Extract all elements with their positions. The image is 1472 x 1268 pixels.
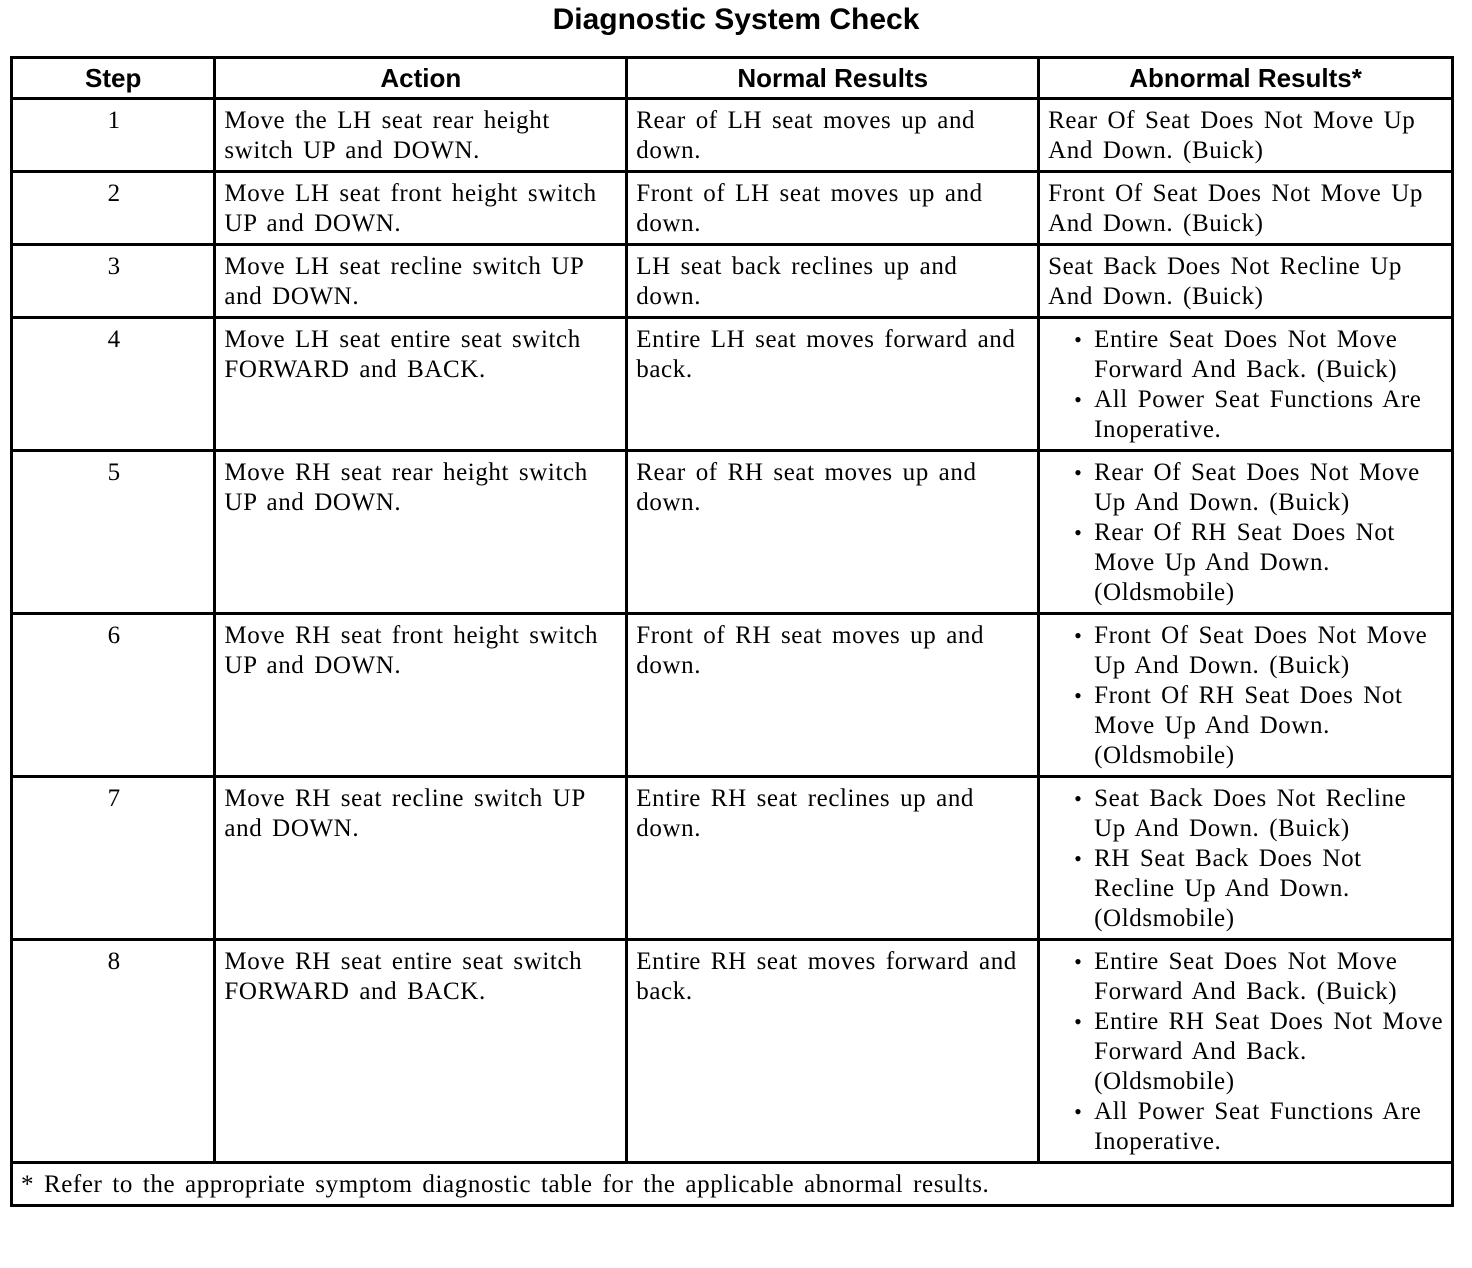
abnormal-result-cell	[1039, 451, 1453, 614]
abnormal-result-item: • RH Seat Back Does Not Recline Up And Down. (Oldsmobile)	[1094, 844, 1445, 934]
abnormal-result-item: • Entire RH Seat Does Not Move Forward And Back. (Oldsmobile)	[1094, 1007, 1445, 1097]
page-title: Diagnostic System Check	[552, 3, 920, 36]
abnormal-result-list	[1048, 621, 1445, 771]
step-number: 8	[12, 940, 215, 1163]
normal-result-cell: Entire LH seat moves forward and back.	[627, 318, 1039, 451]
header-abnormal-results: Abnormal Results*	[1039, 58, 1453, 99]
table-row	[12, 940, 1453, 1163]
abnormal-result-cell	[1039, 614, 1453, 777]
abnormal-result-cell	[1039, 777, 1453, 940]
table-row	[12, 99, 1453, 172]
footnote: * Refer to the appropriate symptom diagnostic table for the applicable abnormal results.	[12, 1163, 1453, 1206]
table-row	[12, 172, 1453, 245]
normal-result-cell: LH seat back reclines up and down.	[627, 245, 1039, 318]
abnormal-result-text: Rear Of Seat Does Not Move Up And Down. (Buick)	[1048, 107, 1416, 164]
abnormal-result-text: Front Of Seat Does Not Move Up And Down. (Buick)	[1048, 180, 1423, 237]
abnormal-result-cell	[1039, 172, 1453, 245]
abnormal-result-item: • All Power Seat Functions Are Inoperative.	[1094, 385, 1445, 445]
normal-result-cell: Front of RH seat moves up and down.	[627, 614, 1039, 777]
abnormal-result-list	[1048, 784, 1445, 934]
table-row	[12, 245, 1453, 318]
abnormal-result-cell	[1039, 99, 1453, 172]
step-number: 4	[12, 318, 215, 451]
header-normal-results: Normal Results	[627, 58, 1039, 99]
abnormal-result-text: Seat Back Does Not Recline Up And Down. (Buick)	[1048, 253, 1402, 310]
table-body	[12, 99, 1453, 1163]
table-row	[12, 777, 1453, 940]
table-row	[12, 614, 1453, 777]
abnormal-result-item: • Rear Of Seat Does Not Move Up And Down. (Buick)	[1094, 458, 1445, 518]
normal-result-cell: Rear of LH seat moves up and down.	[627, 99, 1039, 172]
header-action: Action	[215, 58, 627, 99]
step-number: 3	[12, 245, 215, 318]
step-number: 7	[12, 777, 215, 940]
header-row	[12, 58, 1453, 99]
normal-result-cell: Entire RH seat reclines up and down.	[627, 777, 1039, 940]
abnormal-result-list	[1048, 947, 1445, 1157]
abnormal-result-item: • Front Of RH Seat Does Not Move Up And Down. (Oldsmobile)	[1094, 681, 1445, 771]
abnormal-result-cell	[1039, 940, 1453, 1163]
abnormal-result-item: • Seat Back Does Not Recline Up And Down. (Buick)	[1094, 784, 1445, 844]
normal-result-cell: Rear of RH seat moves up and down.	[627, 451, 1039, 614]
normal-result-cell: Front of LH seat moves up and down.	[627, 172, 1039, 245]
action-cell: Move LH seat entire seat switch FORWARD and BACK.	[215, 318, 627, 451]
abnormal-result-cell	[1039, 245, 1453, 318]
action-cell: Move LH seat recline switch UP and DOWN.	[215, 245, 627, 318]
action-cell: Move RH seat rear height switch UP and DOWN.	[215, 451, 627, 614]
action-cell: Move the LH seat rear height switch UP and DOWN.	[215, 99, 627, 172]
action-cell: Move RH seat front height switch UP and DOWN.	[215, 614, 627, 777]
step-number: 5	[12, 451, 215, 614]
footnote-row	[12, 1163, 1453, 1206]
table-row	[12, 451, 1453, 614]
abnormal-result-item: • Entire Seat Does Not Move Forward And Back. (Buick)	[1094, 947, 1445, 1007]
diagnostic-table	[10, 56, 1454, 1207]
step-number: 6	[12, 614, 215, 777]
table-row	[12, 318, 1453, 451]
abnormal-result-list	[1048, 458, 1445, 608]
step-number: 2	[12, 172, 215, 245]
abnormal-result-item: • Front Of Seat Does Not Move Up And Down. (Buick)	[1094, 621, 1445, 681]
abnormal-result-item: • All Power Seat Functions Are Inoperative.	[1094, 1097, 1445, 1157]
header-step: Step	[12, 58, 215, 99]
action-cell: Move RH seat entire seat switch FORWARD and BACK.	[215, 940, 627, 1163]
action-cell: Move RH seat recline switch UP and DOWN.	[215, 777, 627, 940]
abnormal-result-list	[1048, 325, 1445, 445]
action-cell: Move LH seat front height switch UP and DOWN.	[215, 172, 627, 245]
abnormal-result-item: • Entire Seat Does Not Move Forward And Back. (Buick)	[1094, 325, 1445, 385]
step-number: 1	[12, 99, 215, 172]
normal-result-cell: Entire RH seat moves forward and back.	[627, 940, 1039, 1163]
abnormal-result-item: • Rear Of RH Seat Does Not Move Up And Down. (Oldsmobile)	[1094, 518, 1445, 608]
abnormal-result-cell	[1039, 318, 1453, 451]
